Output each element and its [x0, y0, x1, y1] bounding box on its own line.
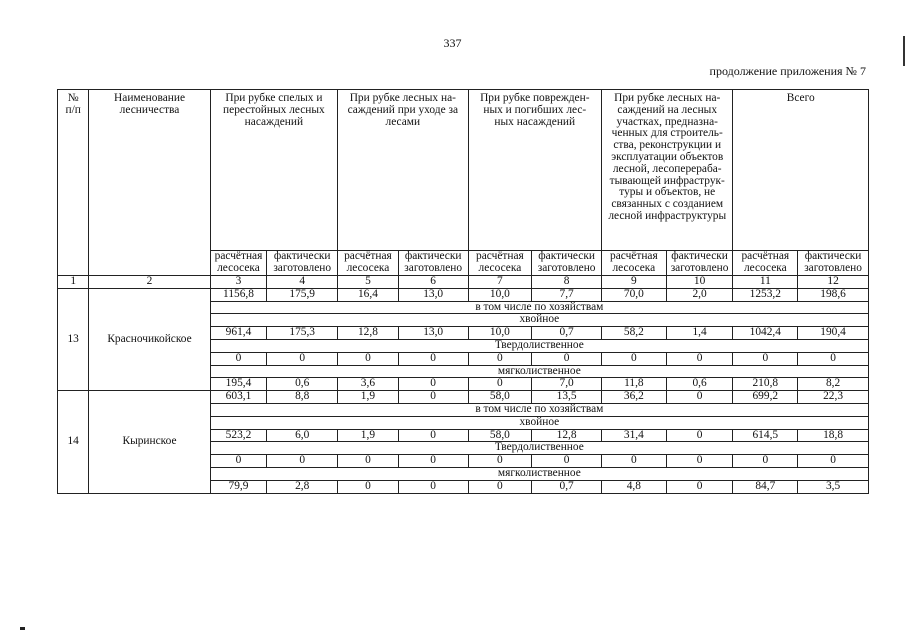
column-number: 5 — [338, 276, 399, 289]
value-cell: 961,4 — [210, 327, 267, 340]
column-number: 7 — [468, 276, 532, 289]
value-cell: 0 — [602, 352, 667, 365]
value-cell: 22,3 — [798, 391, 869, 404]
value-cell: 58,2 — [602, 327, 667, 340]
value-cell: 0 — [338, 480, 399, 493]
header-number: № п/п — [58, 90, 89, 276]
value-cell: 12,8 — [338, 327, 399, 340]
value-cell: 4,8 — [602, 480, 667, 493]
category-label-softwood: мягколиственное — [210, 467, 868, 480]
harvest-table — [57, 89, 869, 494]
value-cell: 10,0 — [468, 327, 532, 340]
value-cell: 0 — [468, 455, 532, 468]
value-cell: 13,0 — [398, 288, 468, 301]
value-cell: 84,7 — [733, 480, 798, 493]
value-cell: 0 — [532, 352, 602, 365]
value-cell: 0 — [267, 455, 338, 468]
value-cell: 0 — [666, 429, 733, 442]
forestry-number: 13 — [58, 288, 89, 390]
value-cell: 6,0 — [267, 429, 338, 442]
breakdown-label: в том числе по хозяйствам — [210, 301, 868, 314]
value-cell: 0 — [602, 455, 667, 468]
value-cell: 1042,4 — [733, 327, 798, 340]
value-cell: 0 — [398, 378, 468, 391]
value-cell: 0 — [468, 378, 532, 391]
value-cell: 0 — [666, 391, 733, 404]
subheader-calculated: расчётная лесосека — [338, 251, 399, 276]
value-cell: 16,4 — [338, 288, 399, 301]
value-cell: 13,0 — [398, 327, 468, 340]
value-cell: 36,2 — [602, 391, 667, 404]
value-cell: 0 — [468, 480, 532, 493]
value-cell: 3,5 — [798, 480, 869, 493]
header-damaged-harvest: При рубке поврежден- ных и погибших лес- ных насаждений — [468, 90, 601, 251]
value-cell: 699,2 — [733, 391, 798, 404]
value-cell: 7,0 — [532, 378, 602, 391]
column-number: 8 — [532, 276, 602, 289]
value-cell: 0,6 — [267, 378, 338, 391]
value-cell: 2,0 — [666, 288, 733, 301]
header-total: Всего — [733, 90, 869, 251]
forestry-number: 14 — [58, 391, 89, 493]
subheader-calculated: расчётная лесосека — [733, 251, 798, 276]
value-cell: 1,4 — [666, 327, 733, 340]
column-number: 1 — [58, 276, 89, 289]
column-number: 2 — [89, 276, 210, 289]
value-cell: 2,8 — [267, 480, 338, 493]
subheader-actual: фактически заготовлено — [532, 251, 602, 276]
value-cell: 0 — [733, 455, 798, 468]
value-cell: 0 — [798, 352, 869, 365]
value-cell: 0 — [666, 352, 733, 365]
value-cell: 31,4 — [602, 429, 667, 442]
value-cell: 1156,8 — [210, 288, 267, 301]
subheader-calculated: расчётная лесосека — [210, 251, 267, 276]
value-cell: 190,4 — [798, 327, 869, 340]
table-row — [58, 288, 869, 301]
value-cell: 523,2 — [210, 429, 267, 442]
value-cell: 58,0 — [468, 429, 532, 442]
subheader-actual: фактически заготовлено — [666, 251, 733, 276]
subheader-actual: фактически заготовлено — [267, 251, 338, 276]
subheader-actual: фактически заготовлено — [398, 251, 468, 276]
value-cell: 175,9 — [267, 288, 338, 301]
header-row — [58, 90, 869, 251]
category-label-softwood: мягколиственное — [210, 365, 868, 378]
value-cell: 210,8 — [733, 378, 798, 391]
value-cell: 0 — [532, 455, 602, 468]
value-cell: 18,8 — [798, 429, 869, 442]
value-cell: 7,7 — [532, 288, 602, 301]
subheader-calculated: расчётная лесосека — [602, 251, 667, 276]
value-cell: 0 — [666, 455, 733, 468]
column-number: 10 — [666, 276, 733, 289]
forestry-name: Красночикойское — [89, 288, 210, 390]
page-number: 337 — [443, 36, 462, 50]
value-cell: 0 — [210, 455, 267, 468]
value-cell: 198,6 — [798, 288, 869, 301]
value-cell: 0 — [398, 352, 468, 365]
header-mature-harvest: При рубке спелых и перестойных лесных насаждений — [210, 90, 337, 251]
scan-mark — [20, 627, 25, 630]
subheader-actual: фактически заготовлено — [798, 251, 869, 276]
column-number: 3 — [210, 276, 267, 289]
column-number: 6 — [398, 276, 468, 289]
table-row — [58, 391, 869, 404]
header-thinning-harvest: При рубке лесных на- саждений при уходе за лесами — [338, 90, 468, 251]
value-cell: 0 — [398, 429, 468, 442]
category-label-hardwood: Твердолиственное — [210, 442, 868, 455]
category-label-conifer: хвойное — [210, 416, 868, 429]
value-cell: 175,3 — [267, 327, 338, 340]
forestry-name: Кыринское — [89, 391, 210, 493]
column-number: 12 — [798, 276, 869, 289]
column-number: 11 — [733, 276, 798, 289]
value-cell: 0,7 — [532, 327, 602, 340]
value-cell: 1,9 — [338, 391, 399, 404]
header-forestry-name: Наименование лесничества — [89, 90, 210, 276]
value-cell: 614,5 — [733, 429, 798, 442]
column-number: 4 — [267, 276, 338, 289]
value-cell: 603,1 — [210, 391, 267, 404]
value-cell: 0 — [338, 352, 399, 365]
value-cell: 8,2 — [798, 378, 869, 391]
value-cell: 11,8 — [602, 378, 667, 391]
value-cell: 0 — [666, 480, 733, 493]
value-cell: 0 — [798, 455, 869, 468]
value-cell: 0 — [468, 352, 532, 365]
value-cell: 1,9 — [338, 429, 399, 442]
value-cell: 0 — [210, 352, 267, 365]
value-cell: 8,8 — [267, 391, 338, 404]
value-cell: 0,6 — [666, 378, 733, 391]
value-cell: 0 — [267, 352, 338, 365]
value-cell: 195,4 — [210, 378, 267, 391]
value-cell: 0 — [338, 455, 399, 468]
value-cell: 0 — [398, 455, 468, 468]
value-cell: 10,0 — [468, 288, 532, 301]
value-cell: 0 — [733, 352, 798, 365]
value-cell: 1253,2 — [733, 288, 798, 301]
value-cell: 79,9 — [210, 480, 267, 493]
header-construction-harvest: При рубке лесных на- саждений на лесных участках, предназна- ченных для строитель- ства, реконструкции и эксплуатации объектов лесной, лесоперераба- тывающей инфраструк- туры и объектов, не связанных с созданием лесной инфраструктуры — [602, 90, 733, 251]
subheader-calculated: расчётная лесосека — [468, 251, 532, 276]
column-number: 9 — [602, 276, 667, 289]
table-body — [58, 90, 869, 494]
category-label-hardwood: Твердолиственное — [210, 339, 868, 352]
value-cell: 13,5 — [532, 391, 602, 404]
value-cell: 0 — [398, 391, 468, 404]
value-cell: 70,0 — [602, 288, 667, 301]
column-number-row — [58, 276, 869, 289]
value-cell: 58,0 — [468, 391, 532, 404]
value-cell: 12,8 — [532, 429, 602, 442]
value-cell: 0,7 — [532, 480, 602, 493]
value-cell: 0 — [398, 480, 468, 493]
appendix-note: продолжение приложения № 7 — [709, 64, 866, 78]
value-cell: 3,6 — [338, 378, 399, 391]
breakdown-label: в том числе по хозяйствам — [210, 403, 868, 416]
category-label-conifer: хвойное — [210, 314, 868, 327]
